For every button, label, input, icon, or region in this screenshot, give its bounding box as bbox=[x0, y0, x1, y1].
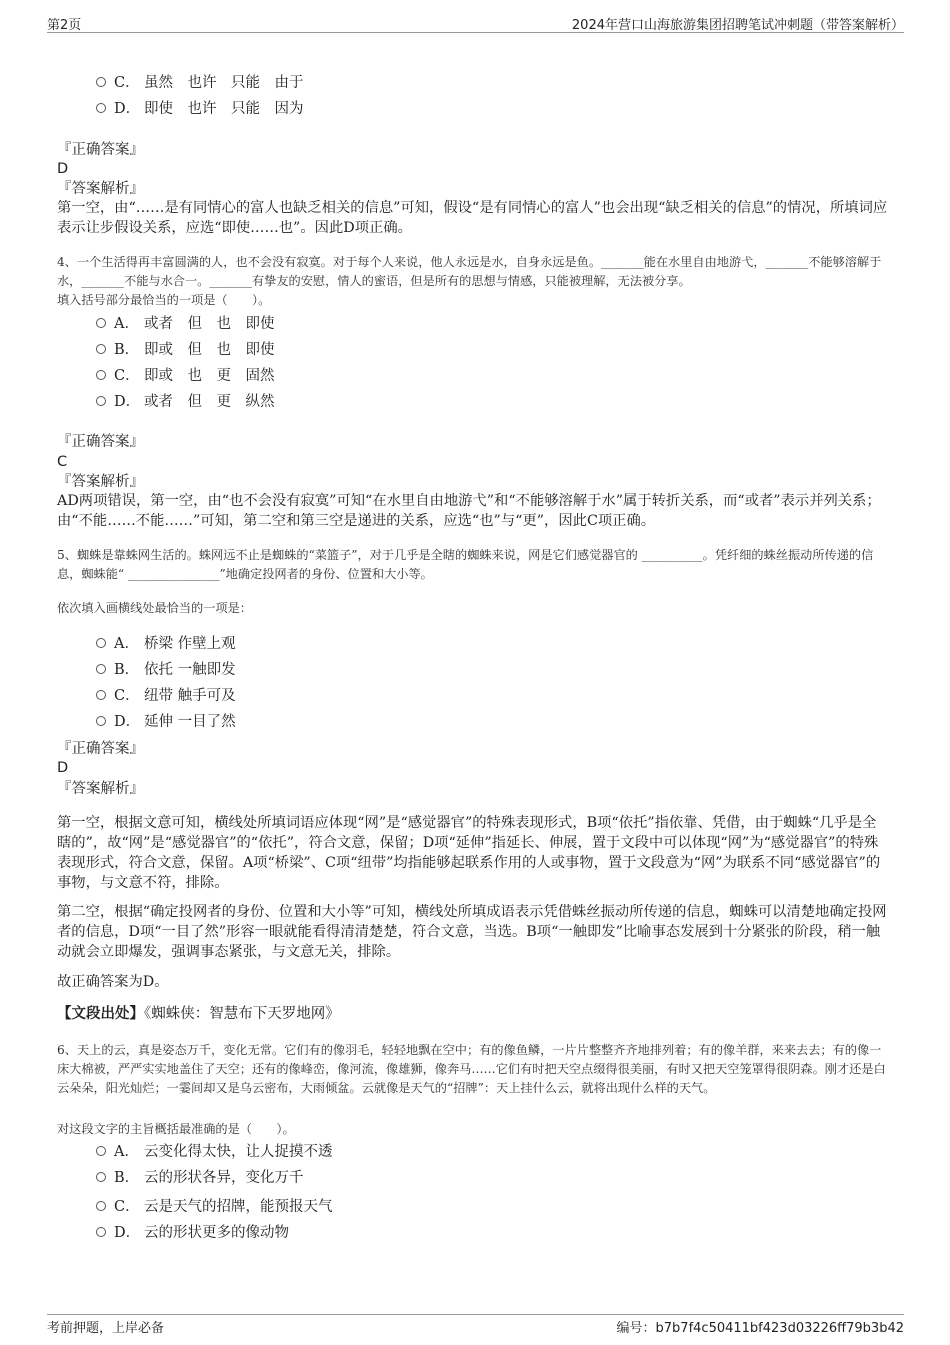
q5-option-a[interactable]: A． 桥梁 作壁上观 bbox=[96, 634, 236, 654]
footer-slogan: 考前押题，上岸必备 bbox=[47, 1321, 165, 1336]
q4-option-b[interactable]: B． 即或 但 也 即使 bbox=[96, 340, 275, 360]
q5-stem: 5、蜘蛛是靠蛛网生活的。蛛网远不止是蜘蛛的“菜篮子”，对于几乎是全瞎的蜘蛛来说，网是它们感觉器官的 __________。凭纤细的蛛丝振动所传递的信息，蜘蛛能“ _______________”地确定投网者的身份、位置和大小等。 bbox=[57, 548, 874, 581]
radio-icon[interactable] bbox=[96, 396, 106, 406]
radio-icon[interactable] bbox=[96, 690, 106, 700]
q4-stem: 4、一个生活得再丰富圆满的人，也不会没有寂寞。对于每个人来说，他人永远是水，自身永远是鱼。_______能在水里自由地游弋，_______不能够溶解于水，_______不能与水合一。_______有挚友的安慰，情人的蜜语，但是所有的思想与情感，只能被理解，无法被分享。 bbox=[57, 255, 882, 288]
radio-icon[interactable] bbox=[96, 1201, 106, 1211]
q5-analysis-label: 『答案解析』 bbox=[57, 781, 144, 797]
source-label: 【文段出处】 bbox=[57, 1005, 144, 1022]
q6-option-b[interactable]: B． 云的形状各异，变化万千 bbox=[96, 1168, 304, 1188]
q6-prompt: 对这段文字的主旨概括最准确的是（ ）。 bbox=[57, 1122, 295, 1136]
q4-answer: C bbox=[57, 454, 68, 470]
q6-option-a[interactable]: A． 云变化得太快，让人捉摸不透 bbox=[96, 1142, 333, 1162]
q6-option-d[interactable]: D． 云的形状更多的像动物 bbox=[96, 1223, 289, 1243]
q4-correct-label: 『正确答案』 bbox=[57, 434, 144, 450]
q3-correct-label: 『正确答案』 bbox=[57, 142, 144, 158]
radio-icon[interactable] bbox=[96, 370, 106, 380]
radio-icon[interactable] bbox=[96, 77, 106, 87]
radio-icon[interactable] bbox=[96, 344, 106, 354]
q5-analysis-para-2: 第二空，根据“确定投网者的身份、位置和大小等”可知，横线处所填成语表示凭借蛛丝振动所传递的信息，蜘蛛可以清楚地确定投网者的信息，D项“一目了然”形容一眼就能看得清清楚楚，符合文意，当选。B项“一触即发”比喻事态发展到十分紧张的阶段，稍一触动就会立即爆发，强调事态紧张，与文意无关，排除。 bbox=[57, 904, 887, 960]
radio-icon[interactable] bbox=[96, 1172, 106, 1182]
q5-analysis-para-3: 故正确答案为D。 bbox=[57, 974, 169, 990]
q5-option-b[interactable]: B． 依托 一触即发 bbox=[96, 660, 236, 680]
q5-prompt: 依次填入画横线处最恰当的一项是： bbox=[57, 601, 252, 615]
q4-analysis-label: 『答案解析』 bbox=[57, 474, 144, 490]
page-header bbox=[47, 14, 904, 33]
radio-icon[interactable] bbox=[96, 716, 106, 726]
radio-icon[interactable] bbox=[96, 1227, 106, 1237]
document-title: 2024年营口山海旅游集团招聘笔试冲刺题（带答案解析） bbox=[571, 18, 904, 33]
q5-analysis-para-1: 第一空，根据文意可知，横线处所填词语应体现“网”是“感觉器官”的特殊表现形式，B项“依托”指依靠、凭借，由于蜘蛛“几乎是全瞎的”，故“网”是“感觉器官”的“依托”，符合文意，保留；D项“延伸”指延长、伸展，置于文段中可以体现“网”为“感觉器官”的特殊表现形式，符合文意，保留。A项“桥梁”、C项“纽带”均指能够起联系作用的人或事物，置于文段意为“网”为联系不同“感觉器官”的事物，与文意不符，排除。 bbox=[57, 815, 881, 891]
radio-icon[interactable] bbox=[96, 103, 106, 113]
q4-option-a[interactable]: A． 或者 但 也 即使 bbox=[96, 314, 275, 334]
q6-stem: 6、天上的云，真是姿态万千，变化无常。它们有的像羽毛，轻轻地飘在空中；有的像鱼鳞，一片片整整齐齐地排列着；有的像羊群，来来去去；有的像一床大棉被，严严实实地盖住了天空；还有的像峰峦，像河流，像雄狮，像奔马……它们有时把天空点缀得很美丽，有时又把天空笼罩得很阴森。刚才还是白云朵朵，阳光灿烂；一霎间却又是乌云密布，大雨倾盆。云就像是天气的“招牌”：天上挂什么云，就将出现什么样的天气。 bbox=[57, 1043, 886, 1095]
q5-answer: D bbox=[57, 760, 69, 776]
q5-correct-label: 『正确答案』 bbox=[57, 741, 144, 757]
radio-icon[interactable] bbox=[96, 638, 106, 648]
q3-option-d[interactable]: D． 即使 也许 只能 因为 bbox=[96, 99, 304, 119]
radio-icon[interactable] bbox=[96, 1146, 106, 1156]
document-code: 编号：b7b7f4c50411bf423d03226ff79b3b42 bbox=[616, 1321, 904, 1336]
radio-icon[interactable] bbox=[96, 318, 106, 328]
source-title: 《蜘蛛侠：智慧布下天罗地网》 bbox=[144, 1006, 340, 1022]
q5-option-c[interactable]: C． 纽带 触手可及 bbox=[96, 686, 236, 706]
q3-answer: D bbox=[57, 161, 69, 177]
q4-analysis: AD两项错误，第一空，由“也不会没有寂寞”可知“在水里自由地游弋”和“不能够溶解于水”属于转折关系，而“或者”表示并列关系；由“不能……不能……”可知，第二空和第三空是递进的关系，应选“也”与“更”，因此C项正确。 bbox=[57, 493, 881, 529]
page-footer bbox=[47, 1314, 904, 1335]
page-number: 第2页 bbox=[47, 18, 82, 33]
q3-analysis: 第一空，由“……是有同情心的富人也缺乏相关的信息”可知，假设“是有同情心的富人”也会出现“缺乏相关的信息”的情况，所填词应表示让步假设关系，应选“即使……也”。因此D项正确。 bbox=[57, 200, 888, 236]
q4-option-c[interactable]: C． 即或 也 更 固然 bbox=[96, 366, 275, 386]
q5-option-d[interactable]: D． 延伸 一目了然 bbox=[96, 712, 236, 732]
q5-source bbox=[57, 1004, 340, 1024]
radio-icon[interactable] bbox=[96, 664, 106, 674]
q6-option-c[interactable]: C． 云是天气的招牌，能预报天气 bbox=[96, 1197, 333, 1217]
q4-option-d[interactable]: D． 或者 但 更 纵然 bbox=[96, 392, 275, 412]
q3-option-c[interactable]: C． 虽然 也许 只能 由于 bbox=[96, 73, 304, 93]
q3-analysis-label: 『答案解析』 bbox=[57, 181, 144, 197]
q4-prompt: 填入括号部分最恰当的一项是（ ）。 bbox=[57, 293, 271, 307]
